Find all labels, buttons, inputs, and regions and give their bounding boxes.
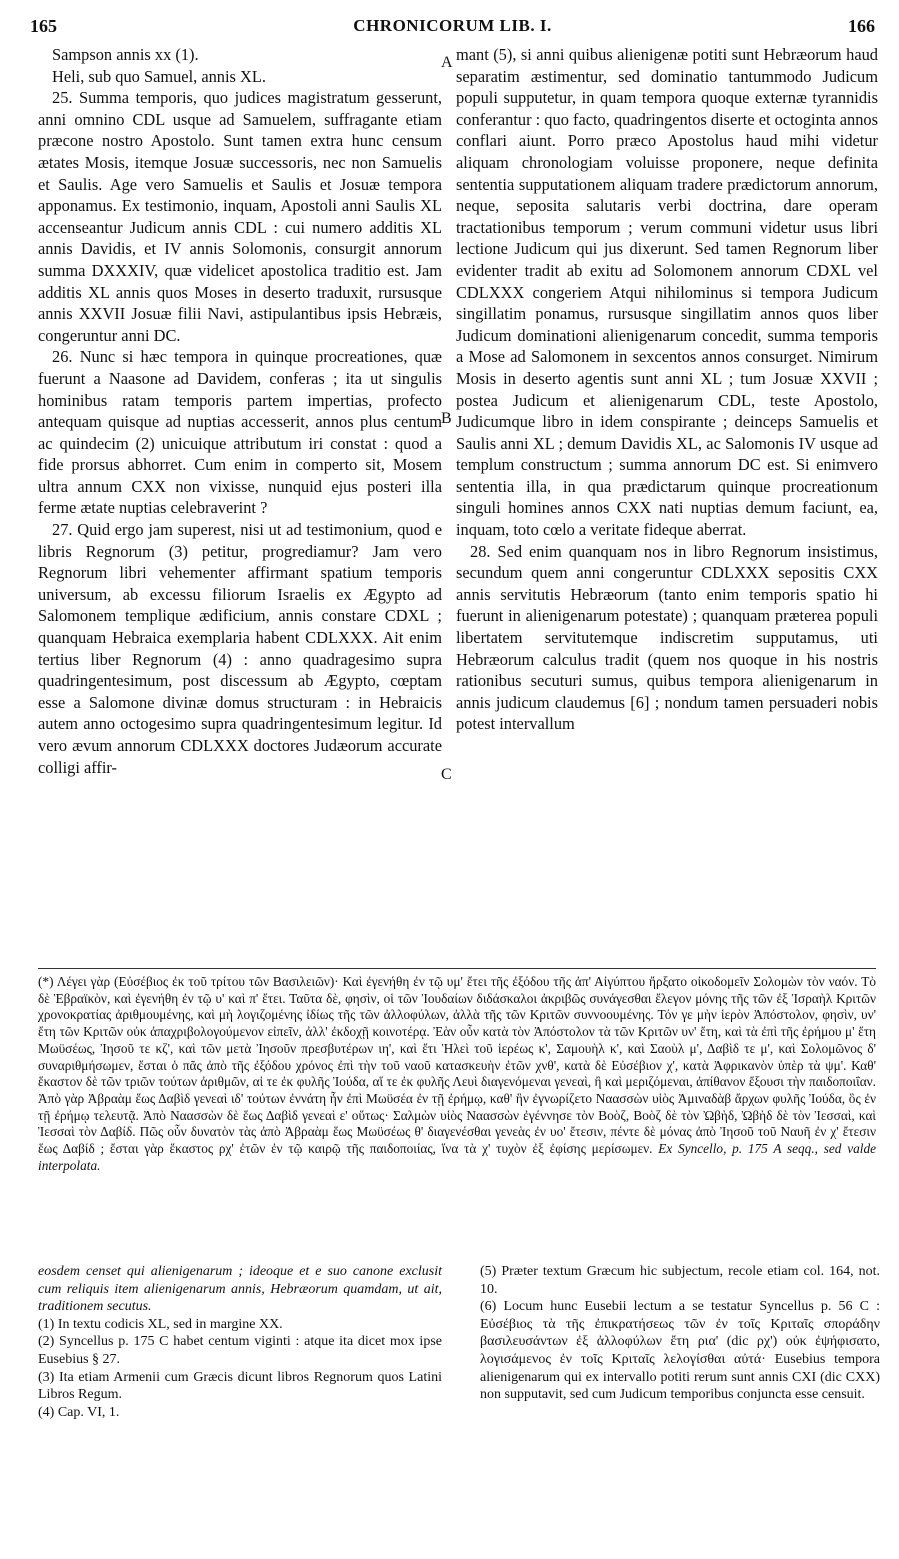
paragraph: Heli, sub quo Samuel, annis XL. <box>52 66 266 86</box>
running-header <box>30 16 875 42</box>
margin-letter-a: A <box>441 54 453 71</box>
note-1: (1) In textu codicis XL, sed in margine XX. <box>38 1316 283 1332</box>
paragraph-28: 28. Sed enim quanquam nos in libro Regnorum insistimus, secundum quem anni congeruntur CDLXXX sepositis CXX annis servitutis Hebræorum (tanto enim temporis spatio hi fuerunt in alienigenarum potestate) ; quanquam præterea populi libertatem servitutemque indiscretim supputamus, uti Hebræorum calculus tradit (quem nos quoque in his nostris rationibus secuturi sumus, quibus tempora alienigenarum in annis judicum claudemus [6] ; nondum tamen persuaderi nobis potest intervallum <box>456 541 878 734</box>
paragraph-25: 25. Summa temporis, quo judices magistratum gesserunt, anni omnino CDL usque ad Samuelem, suffragante etiam præcone nostro Apostolo. Sunt tamen extra hunc censum ætates Mosis, itemque Josuæ successoris, nec non Samuelis et Saulis. Age vero Samuelis et Saulis et Josuæ tempora apponamus. Ex testimonio, inquam, Apostoli anni Saulis XL accenseantur Judicum annis CDL : cui numero additis XL annis Davidis, et IV annis Solomonis, consurgit annorum summa DXXXIV, quæ videlicet apostolica traditio est. Jam additis XL annis quos Moses in deserto traduxit, rursusque annis XXVII Josuæ filii Navi, astipulantibus ipsis Hebræis, congeruntur anni DC. <box>38 88 442 345</box>
note-3: (3) Ita etiam Armenii cum Græcis dicunt libros Regnorum quos Latini Libros Regum. <box>38 1369 442 1403</box>
margin-letter-b: B <box>441 410 452 427</box>
greek-footnote-text: (*) Λέγει γὰρ (Εὐσέβιος ἐκ τοῦ τρίτου τῶν Βασιλειῶν)· Καὶ ἐγενήθη ἐν τῷ υμ' ἔτει τῆς ἐξόδου τῆς ἀπ' Αἰγύπτου ἤρξατο οἰκοδομεῖν Σολομὼν τὸν ναόν. Τὸ δὲ Ἑβραϊκὸν, καὶ ἐγενήθη ἐν τῷ υ' καὶ π' ἔτει. Ταῦτα δὲ, φησὶν, οἱ τῶν Ἰουδαίων διδάσκαλοι ἀκριβῶς συνάγεσθαι ἔλεγον μόνης τῆς τῶν ἐξ Ἰσραὴλ Κριτῶν χρονοκρατίας ἀριθμουμένης, καὶ μὴ λογιζομένης ἰδίως τῆς τῶν ἀλλοφύλων, ἀλλὰ τῆς τῶν Κριτῶν συννοουμένης. Τόν γε μὴν ἱερὸν Ἀπόστολον, φησὶν, υν' ἔτη τῶν Κριτῶν οὐκ ἀπαχριβολογούμενον εἰπεῖν, ἀλλ' ἐκδοχῇ κοινοτέρᾳ. Ἐὰν οὖν κατὰ τὸν Ἀπόστολον τὰ τῶν Κριτῶν υν' ἔτη, καὶ τὰ ἐπὶ τῆς ἐρήμου μ' ἔτη Μωϋσέως, Ἰησοῦ τε κζ', καὶ τῶν μετὰ Ἰησοῦν πρεσβυτέρων ιη', καὶ ἔτι Ἡλεὶ τοῦ ἱερέως κ', Σαμουὴλ κ', καὶ Σαοὺλ μ', Δαβὶδ τε μ', καὶ Σολομῶνος δ' συναριθμήσωμεν, ἔσται ὁ πᾶς ἀπὸ τῆς ἐξόδου χρόνος ἐπὶ τὴν τοῦ ναοῦ κατασκευὴν ἐτῶν χνθ', κατὰ δὲ Εὐσέβιον χ', κατὰ Ἀφρικανὸν ὑπὲρ τὰ ψμ'. Καθ' ἕκαστον δὲ τῶν τριῶν τούτων ἀριθμῶν, αἱ τε ἐκ φυλῆς Ἰούδα, αἵ τε ἐκ φυλῆς Λευὶ διαγενόμεναι γενεαὶ, ἢ καὶ μεριζόμεναι, ἀπίθανον ἔξουσι τὴν παιδοποιΐαν. Ἀπὸ γὰρ Ἀβραὰμ ἕως Δαβὶδ γενεαὶ ιδ' τούτων ἐννάτη ἦν ἐπὶ Μωϋσέα ἐν τῇ ἐρήμῳ, καθ' ἣν ἐγνωρίζετο Ναασσὼν υἱὸς Ἀμιναδὰβ ἄρχων φυλῆς Ἰούδα, ὃς ἐν τῇ ἐρήμῳ τελευτᾷ. Ἀπὸ Ναασσὼν δὲ ἕως Δαβὶδ γενεαὶ ε' οὕτως· Σαλμὼν υἱὸς Ναασσὼν ἐγέννησε τὸν Βοὸζ, Βοὸζ δὲ τὸν Ὠβὴδ, Ὠβὴδ δὲ τὸν Ἰεσσαὶ, καὶ Ἰεσσαὶ τὸν Δαβίδ. Πῶς οὖν δυνατὸν τὰς ἀπὸ Ἀβραὰμ ἕως Μωϋσέως θ' διαγενέσθαι γενεὰς ἐν υο' ἔτεσιν, πέντε δὲ μόνας ἀπὸ Ἰησοῦ τοῦ Ναυῆ ἐν χ' ἔτεσιν ἕως Δαβίδ ; ἔσται γὰρ ἕκαστος ρχ' ἐτῶν ἐν τῷ καιρῷ τῆς παιδοποιίας, ἵνα τὰ χ' τυχὸν ἐξ ἐφίσης μερίσωμεν. <box>38 974 876 1157</box>
right-text-column <box>456 44 878 735</box>
note-2: (2) Syncellus p. 175 C habet centum viginti : atque ita dicet mox ipse Eusebius § 27. <box>38 1334 442 1367</box>
note-6: (6) Locum hunc Eusebii lectum a se testatur Syncellus p. 56 C : Εὐσέβιος τὰ τῆς ἐπικρατήσεως τῶν ἐν τοῖς Κριταῖς σποράδην βασιλευσάντων ἐξ ἀλλοφύλων ἔτη ρια' (dic ρχ') οὐκ ἐψήφισατο, λογισάμενος ἐν τοῖς Κριταῖς λελογίσθαι αὐτά· Eusebius tempora alienigenarum qui ex intervallo potiti rerum sunt annis CXI (dic CXX) non supputavit, sed cum Judicum temporibus conjuncta esse censuit. <box>480 1299 880 1403</box>
running-title: CHRONICORUM LIB. I. <box>353 16 552 35</box>
left-text-column <box>38 44 442 778</box>
notes-right-column <box>480 1263 880 1404</box>
page-number-left: 165 <box>30 16 57 36</box>
page-number-right: 166 <box>848 16 875 36</box>
note-5: (5) Præter textum Græcum hic subjectum, recole etiam col. 164, not. 10. <box>480 1264 880 1297</box>
margin-letter-c: C <box>441 766 452 783</box>
paragraph: Sampson annis xx (1). <box>52 45 199 64</box>
paragraph-27: 27. Quid ergo jam superest, nisi ut ad testimonium, quod e libris Regnorum (3) petitur, progrediamur? Jam vero Regnorum libri vehementer affirmant spatium temporis universum, ab excessu filiorum Israelis ex Ægypto ad Salomonem templique ædificium, annis constare CDXL ; quanquam Hebraica exemplaria habent CDLXXX. Ait enim tertius liber Regnorum (4) : anno quadragesimo supra quadringentesimum, post discessum ab Ægypto, cœptam esse a Salomone divinæ domus structuram : in Hebraicis autem anno octogesimo supra quadringentesimum legitur. Id vero ævum annorum CDLXXX doctores Judæorum accurate colligi affir- <box>38 520 442 777</box>
notes-left-column <box>38 1263 442 1421</box>
greek-footnote <box>38 974 876 1174</box>
greek-footnote-source: Ex Syncello, p. 175 A seqq., sed valde interpolata. <box>38 1141 876 1173</box>
paragraph-continued: mant (5), si anni quibus alienigenæ potiti sunt Hebræorum haud separatim æstimentur, sed dominatio tantummodo Judicum populi supputetur, in quam tempora quoque externæ tyrannidis conferantur : quo facto, quadringentos diserte et octoginta annos conflari aiunt. Porro præco Apostolus haud mihi videtur aliquam chronologiam voluisse proponere, neque definita sententia supputationem aliquam tradere prædictorum annorum, neque, seposita salutaris verbi doctrina, dare operam tractationibus temporum ; verum communi videtur usus libri lectione Judicum qui jus dixerunt. Sed tamen Regnorum liber evidenter tradit ab exitu ad Solomonem annorum CDXL vel CDLXXX congeriem Atqui nihilominus si tempora Judicum singillatim ponamus, rursusque singillatim annos quos liber Judicum dominationi alienigenarum concedit, summa temporis a Mose ad Salomonem in sexcentos annos consurget. Nimirum Mosis in deserto agentis sunt anni XL ; tum Josuæ XXVII ; postea Judicum et alienigenarum CDL, teste Apostolo, Judicumque libro in idem conspirante ; deinceps Samuelis et Saulis anni XL ; demum Davidis XL, ac Salomonis IV usque ad templum constructum ; summa annorum DC est. Si enimvero sententia illa, in qua prædictarum quinque procreationum singuli homines annos CXX nati nuptias demum faciunt, ea, inquam, toto cœlo a veritate fideque aberrat. <box>456 45 878 540</box>
footnote-divider <box>38 968 876 969</box>
paragraph-26: 26. Nunc si hæc tempora in quinque procreationes, quæ fuerunt a Naasone ad Davidem, conferas ; ita ut singulis hominibus ratam temporis partem impertias, profecto antequam quisque ad nuptias accesserit, annos plus centum ac quindecim (2) unicuique attributum iri constat : quod a fide prorsus abhorret. Cum enim in comperto sit, Mosem ultra annum CXX non vixisse, nunquid ejus posteri illa ferme ætate nuptias celebraverint ? <box>38 347 442 518</box>
note-4: (4) Cap. VI, 1. <box>38 1404 120 1420</box>
note-continued: eosdem censet qui alienigenarum ; ideoque et e suo canone exclusit cum reliquis item alienigenarum annis, Hebræorum quamdam, ut ait, traditionem secutus. <box>38 1264 442 1315</box>
